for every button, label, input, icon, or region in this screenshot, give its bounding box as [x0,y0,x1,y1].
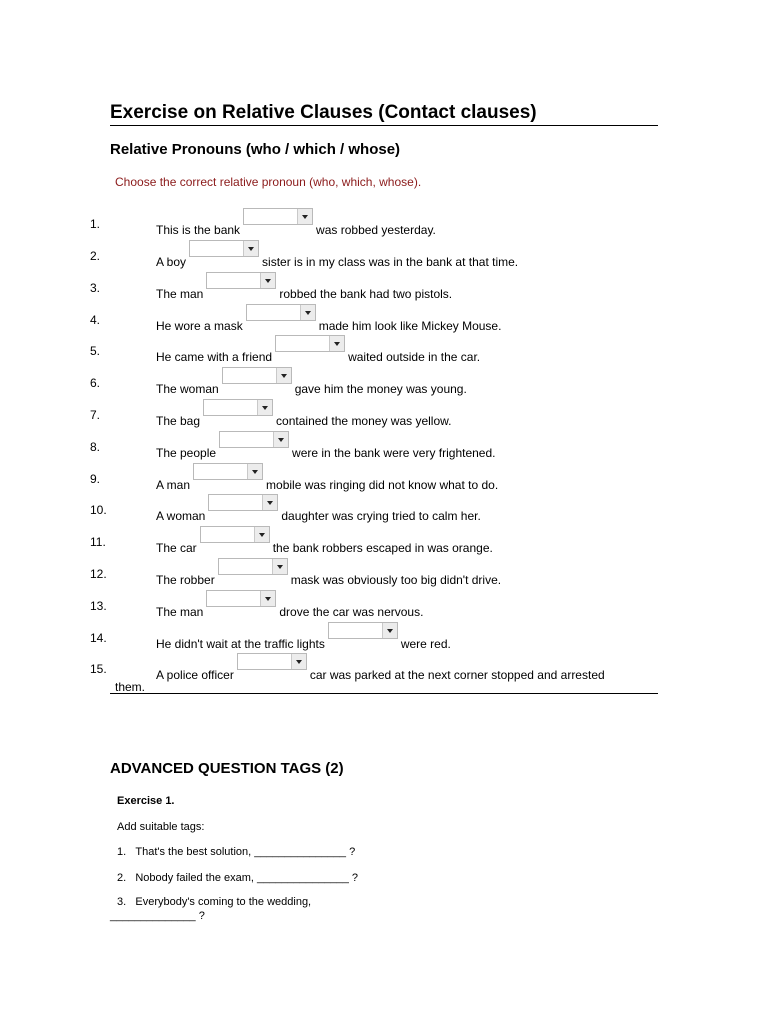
question-continuation: them. [115,680,146,694]
question-number: 7. [90,408,101,422]
chevron-down-icon[interactable] [329,336,344,351]
tag-number: 2. [117,872,127,884]
pronoun-dropdown[interactable] [275,335,345,352]
chevron-down-icon[interactable] [247,464,262,479]
question-text-after: gave him the money was young. [294,382,467,396]
question-number: 8. [90,440,101,454]
question-number: 14. [90,631,107,645]
chevron-down-icon[interactable] [276,368,291,383]
chevron-down-icon[interactable] [243,241,258,256]
question-text-before: The robber [156,573,215,587]
question-text-before: He didn't wait at the traffic lights [156,637,325,651]
question-number: 6. [90,376,101,390]
chevron-down-icon[interactable] [297,209,312,224]
section-subtitle: Relative Pronouns (who / which / whose) [110,141,401,158]
chevron-down-icon[interactable] [382,623,397,638]
question-number: 10. [90,503,107,517]
chevron-down-icon[interactable] [260,273,275,288]
question-text-after: were in the bank were very frightened. [292,446,496,460]
pronoun-dropdown[interactable] [206,272,276,289]
question-text-before: The woman [156,382,219,396]
question-text-after: daughter was crying tried to calm her. [281,509,481,523]
pronoun-dropdown[interactable] [206,590,276,607]
section-title: ADVANCED QUESTION TAGS (2) [110,760,344,777]
question-text-after: drove the car was nervous. [279,605,424,619]
question-text-before: He came with a friend [156,350,273,364]
exercise-label: Exercise 1. [117,795,175,807]
chevron-down-icon[interactable] [300,305,315,320]
question-number: 12. [90,567,107,581]
pronoun-dropdown[interactable] [237,653,307,670]
chevron-down-icon[interactable] [262,495,277,510]
tag-number: 3. [117,896,127,908]
tag-text: Nobody failed the exam, _______________ ? [135,872,358,884]
question-number: 5. [90,344,101,358]
question-number: 13. [90,599,107,613]
divider [110,693,658,694]
question-text-after: robbed the bank had two pistols. [279,287,453,301]
question-text-before: He wore a mask [156,319,243,333]
tag-item [117,846,355,858]
tag-item [117,896,311,908]
question-number: 11. [90,535,106,549]
question-text-before: The man [156,287,204,301]
question-text-after: the bank robbers escaped in was orange. [272,541,493,555]
question-text-after: car was parked at the next corner stopped and arrested [309,668,605,682]
tag-number: 1. [117,846,127,858]
pronoun-dropdown[interactable] [243,208,313,225]
exercise-instruction: Add suitable tags: [117,821,205,833]
pronoun-dropdown[interactable] [200,526,270,543]
pronoun-dropdown[interactable] [222,367,292,384]
pronoun-dropdown[interactable] [208,494,278,511]
question-text-before: A police officer [156,668,234,682]
question-text-after: waited outside in the car. [348,350,481,364]
question-text-before: This is the bank [156,223,241,237]
question-text-after: mobile was ringing did not know what to do. [266,478,499,492]
page-title: Exercise on Relative Clauses (Contact clauses) [110,102,658,126]
chevron-down-icon[interactable] [272,559,287,574]
question-text-after: were red. [400,637,451,651]
question-text-before: A man [156,478,191,492]
question-text-after: was robbed yesterday. [316,223,436,237]
question-number: 15. [90,662,107,676]
pronoun-dropdown[interactable] [193,463,263,480]
instruction-text: Choose the correct relative pronoun (who, which, whose). [115,175,422,189]
question-number: 9. [90,472,101,486]
tag-text: Everybody's coming to the wedding, [135,896,312,908]
question-text-before: The bag [156,414,201,428]
question-text-after: sister is in my class was in the bank at that time. [262,255,519,269]
question-text-before: The car [156,541,197,555]
question-text-before: A woman [156,509,206,523]
question-text-after: contained the money was yellow. [276,414,452,428]
question-text-before: The man [156,605,204,619]
question-text-before: The people [156,446,217,460]
question-number: 4. [90,313,101,327]
question-number: 2. [90,249,101,263]
tag-text: That's the best solution, _______________ ? [135,846,356,858]
chevron-down-icon[interactable] [291,654,306,669]
tag-continuation: ______________ ? [110,910,205,922]
chevron-down-icon[interactable] [273,432,288,447]
chevron-down-icon[interactable] [257,400,272,415]
question-number: 3. [90,281,101,295]
chevron-down-icon[interactable] [260,591,275,606]
pronoun-dropdown[interactable] [246,304,316,321]
question-text-after: made him look like Mickey Mouse. [318,319,502,333]
pronoun-dropdown[interactable] [328,622,398,639]
question-text-before: A boy [156,255,187,269]
tag-item [117,872,358,884]
chevron-down-icon[interactable] [254,527,269,542]
pronoun-dropdown[interactable] [203,399,273,416]
question-text-after: mask was obviously too big didn't drive. [290,573,502,587]
pronoun-dropdown[interactable] [189,240,259,257]
question-number: 1. [90,217,101,231]
pronoun-dropdown[interactable] [218,558,288,575]
pronoun-dropdown[interactable] [219,431,289,448]
